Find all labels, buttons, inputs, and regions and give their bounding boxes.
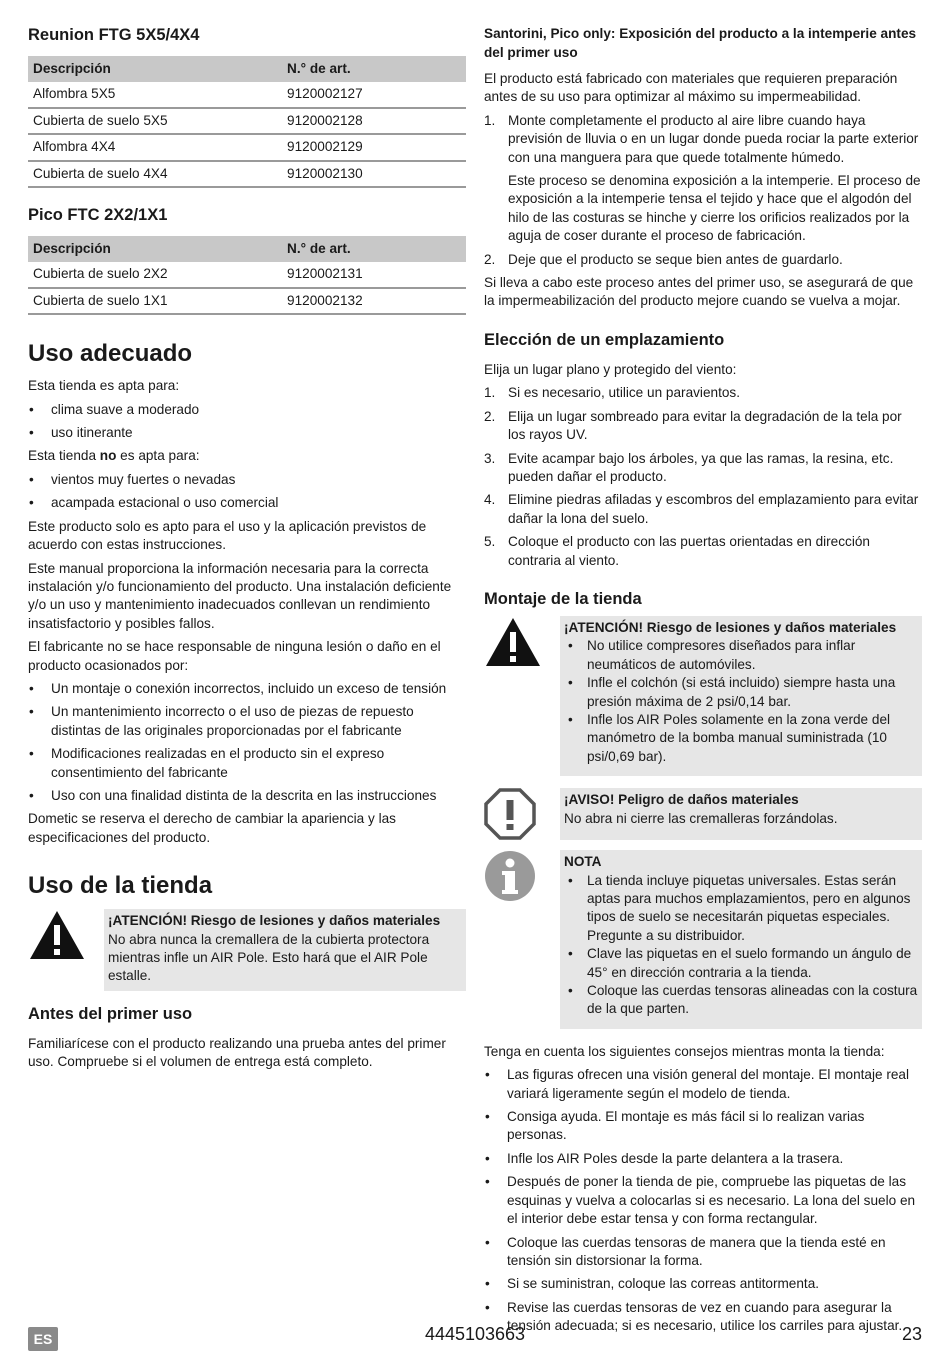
pico-title: Pico FTC 2X2/1X1 [28,206,168,225]
santorini-steps [484,112,922,269]
table-row [28,161,466,187]
table-row [28,134,466,160]
list-item: 4. Elimine piedras afiladas y escombros del emplazamiento para evitar dañar la lona del suelo. [484,492,919,526]
paragraph: Este manual proporciona la información necesaria para la correcta instalación y/o funcionamiento del producto. Una instalación deficiente y/o un uso y mantenimiento inadecuados conllevan un rendimiento insatisfactorio y posibles fallos. [28,560,452,631]
warning-triangle-icon [484,616,560,776]
table-row [28,288,466,314]
warning-notice [484,616,922,776]
table-cell: Cubierta de suelo 1X1 [28,288,282,314]
santorini-title: Santorini, Pico only: Exposición del producto a la intemperie antes del primer uso [484,26,917,60]
info-circle-icon [484,850,560,1029]
liability-list [28,680,466,805]
aviso-title: ¡AVISO! Peligro de daños materiales [564,792,799,808]
paragraph: Este producto solo es apto para el uso y la aplicación previstos de acuerdo con estas instrucciones. [28,518,427,553]
table-cell: 9120002132 [282,288,466,314]
apta-intro: Esta tienda es apta para: [28,378,180,394]
list-item: • La tienda incluye piquetas universales. Estas serán aptas para muchos emplazamientos, pero en algunos tipos de suelo se necesitarán piquetas especiales. Pregunte a su distribuidor. [568,872,911,943]
emplazamiento-heading: Elección de un emplazamiento [484,330,725,349]
tips-list [484,1066,922,1335]
list-item: 5. Coloque el producto con las puertas orientadas en dirección contraria al viento. [484,534,870,568]
table-cell: Cubierta de suelo 4X4 [28,161,282,187]
notice-octagon-icon [484,788,560,840]
warning-text: No abra nunca la cremallera de la cubierta protectora mientras infle un AIR Pole. Esto hará que el AIR Pole estalle. [108,931,430,984]
table-cell: 9120002127 [282,82,466,107]
list-item: 2. Elija un lugar sombreado para evitar la degradación de la tela por los rayos UV. [484,408,902,443]
nota-title: NOTA [564,854,602,870]
list-item: 1. Monte completamente el producto al aire libre cuando haya previsión de lluvia o en un lugar donde pueda rociar la parte exterior con una manguera para que quede totalmente húmedo. Este proceso se denomina exposición a la intemperie. El proceso de exposición a la intemperie tensa el tejido y hace que el algodón del hilo de las costuras se hinche y cierre los orificios realizados por la aguja de coser durante el proceso de fabricación. [484,112,921,244]
list-item: • Infle los AIR Poles solamente en la zona verde del manómetro de la bomba manual suministrada (10 psi/0,69 bar). [568,711,891,764]
nota-notice [484,850,922,1029]
table-cell: 9120002131 [282,262,466,287]
paragraph: El producto está fabricado con materiales que requieren preparación antes de su uso para optimizar al máximo su impermeabilidad. [484,71,898,105]
list-item: • acampada estacional o uso comercial [29,495,279,511]
warning-title: ¡ATENCIÓN! Riesgo de lesiones y daños materiales [108,913,441,929]
reunion-title: Reunion FTG 5X5/4X4 [28,26,200,44]
list-item: • Un montaje o conexión incorrectos, incluido un exceso de tensión [29,680,447,696]
emplazamiento-steps [484,384,922,570]
list-item: • Si se suministran, coloque las correas antitormenta. [485,1276,820,1292]
warning-notice [28,909,466,991]
page-number: 23 [901,1324,922,1344]
page-footer [0,1323,950,1357]
nota-list [564,872,918,1019]
table-header-art-number: N.° de art. [282,56,466,82]
table-cell: 9120002128 [282,108,466,134]
list-item: • Consiga ayuda. El montaje es más fácil si lo realizan varias personas. [485,1109,865,1143]
uso-adecuado-heading: Uso adecuado [28,340,193,368]
list-item: • vientos muy fuertes o nevadas [29,471,236,487]
list-item: • Revise las cuerdas tensoras de vez en cuando para asegurar la tensión adecuada; si es necesario, utilice los carriles para ajustar. [485,1299,903,1334]
list-item: • Coloque las cuerdas tensoras de manera que la tienda esté en tensión sin distorsionar la forma. [485,1234,886,1268]
list-item: • clima suave a moderado [29,401,200,417]
tips-intro: Tenga en cuenta los siguientes consejos mientras monta la tienda: [484,1043,885,1059]
document-number: 4445103663 [424,1324,526,1344]
reunion-parts-table [28,56,466,188]
paragraph: Si lleva a cabo este proceso antes del primer uso, se asegurará de que la impermeabilización del producto mejore cuando se vuelva a mojar. [484,275,914,309]
table-cell: 9120002130 [282,161,466,187]
list-item: • Modificaciones realizadas en el producto sin el expreso consentimiento del fabricante [29,746,385,780]
montaje-heading: Montaje de la tienda [484,589,642,608]
left-column [28,24,466,1077]
table-cell: Alfombra 4X4 [28,134,282,160]
warning-triangle-icon [28,909,104,991]
table-header-art-number: N.° de art. [282,236,466,262]
table-row [28,82,466,107]
table-cell: 9120002129 [282,134,466,160]
no-apta-intro: Esta tienda no es apta para: [28,448,200,464]
list-item: • Un mantenimiento incorrecto o el uso de piezas de repuesto distintas de las originales proporcionadas por el fabricante [29,704,414,738]
list-item: 2. Deje que el producto se seque bien antes de guardarlo. [484,251,843,267]
list-item: • Después de poner la tienda de pie, compruebe las piquetas de las esquinas y vuelva a colocarlas si es necesario. La lona del suelo en el interior debe estar tensa y con forma rectangular. [485,1174,916,1227]
list-item: • No utilice compresores diseñados para inflar neumáticos de automóviles. [568,638,856,672]
list-item: 3. Evite acampar bajo los árboles, ya que las ramas, la resina, etc. pueden dañar el producto. [484,450,894,484]
table-row [28,262,466,287]
list-item: 1. Si es necesario, utilice un paravientos. [484,385,740,401]
pico-parts-table [28,236,466,315]
warning-box [104,909,466,991]
list-item: • Infle el colchón (si está incluido) siempre hasta una presión máxima de 2 psi/0,14 bar. [568,675,896,709]
antes-heading: Antes del primer uso [28,1004,193,1023]
aviso-box [560,788,922,840]
apta-list [28,401,466,443]
list-item: • uso itinerante [29,425,133,441]
no-apta-list [28,471,466,513]
table-cell: Cubierta de suelo 2X2 [28,262,282,287]
uso-tienda-heading: Uso de la tienda [28,872,213,900]
aviso-text: No abra ni cierre las cremalleras forzándolas. [564,810,838,826]
table-cell: Cubierta de suelo 5X5 [28,108,282,134]
table-header-description: Descripción [28,56,282,82]
nota-box [560,850,922,1029]
list-item: • Coloque las cuerdas tensoras alineadas con la costura de la que parten. [568,983,918,1017]
warning-box [560,616,922,776]
list-item: • Las figuras ofrecen una visión general del montaje. El montaje real variará ligeramente según el modelo de tienda. [485,1067,910,1101]
warning-list [564,637,918,766]
table-row [28,108,466,134]
table-cell: Alfombra 5X5 [28,82,282,107]
warning-title: ¡ATENCIÓN! Riesgo de lesiones y daños materiales [564,619,897,635]
paragraph: Familiarícese con el producto realizando una prueba antes del primer uso. Compruebe si el volumen de entrega está completo. [28,1035,446,1070]
paragraph: El fabricante no se hace responsable de ninguna lesión o daño en el producto ocasionados por: [28,639,441,673]
language-badge: ES [28,1327,58,1351]
list-item: • Uso con una finalidad distinta de la descrita en las instrucciones [29,787,437,803]
aviso-notice [484,788,922,840]
paragraph: Elija un lugar plano y protegido del viento: [484,361,737,377]
list-item: • Clave las piquetas en el suelo formando un ángulo de 45° en dirección contraria a la tienda. [568,946,912,980]
list-item: • Infle los AIR Poles desde la parte delantera a la trasera. [485,1150,844,1166]
paragraph: Dometic se reserva el derecho de cambiar la apariencia y las especificaciones del producto. [28,811,396,845]
right-column [484,24,922,1341]
table-header-description: Descripción [28,236,282,262]
